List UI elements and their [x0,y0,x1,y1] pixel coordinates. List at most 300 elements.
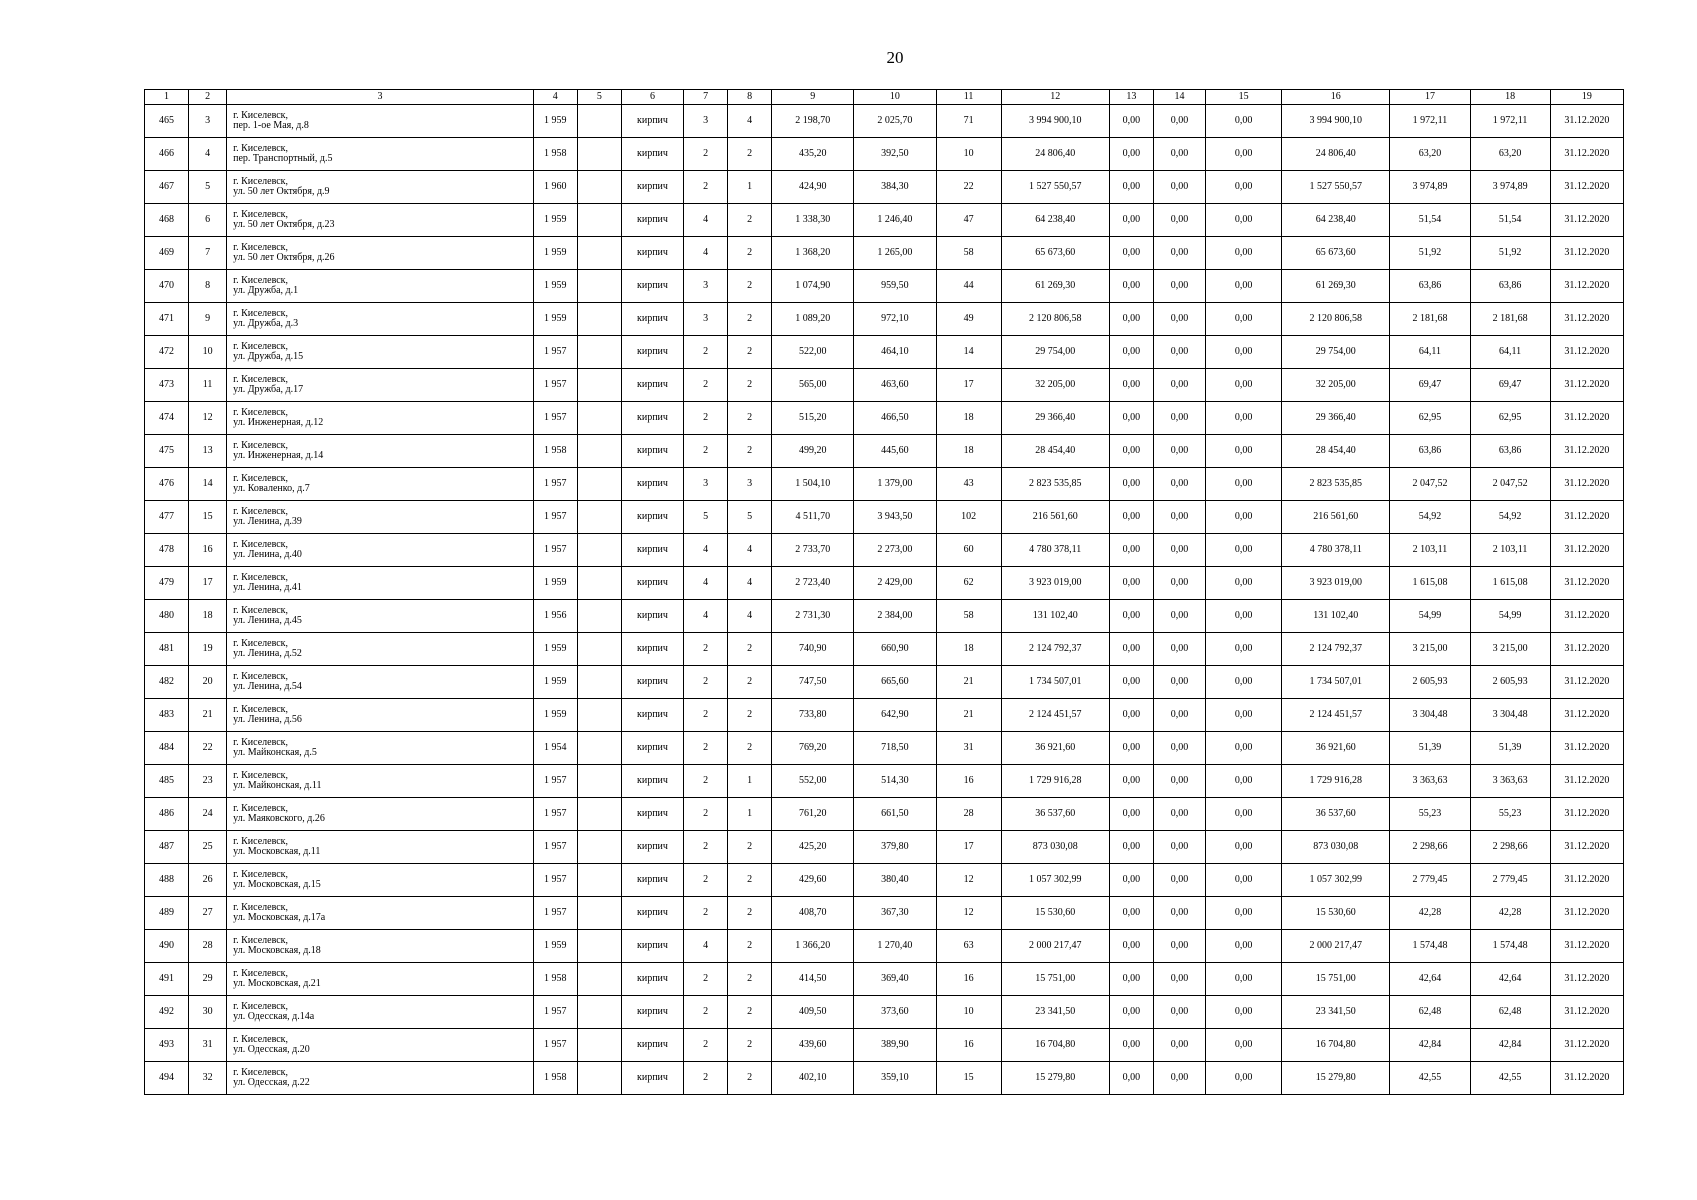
table-cell: 0,00 [1153,534,1205,567]
table-cell: 30 [189,996,227,1029]
table-cell: 0,00 [1153,501,1205,534]
table-cell: 62,95 [1390,402,1470,435]
table-cell: 12 [189,402,227,435]
table-cell: 216 561,60 [1282,501,1390,534]
table-cell: 31.12.2020 [1550,930,1623,963]
table-cell: 476 [145,468,189,501]
table-cell: 0,00 [1153,468,1205,501]
table-cell: 3 [684,303,728,336]
table-cell: 1 956 [533,600,577,633]
table-cell: 4 [684,237,728,270]
table-cell: 483 [145,699,189,732]
table-cell: кирпич [621,402,683,435]
table-cell: 1 959 [533,699,577,732]
table-cell: 1 057 302,99 [1001,864,1109,897]
table-cell: 769,20 [772,732,854,765]
table-cell: 473 [145,369,189,402]
table-cell: 0,00 [1109,534,1153,567]
table-cell: 0,00 [1206,138,1282,171]
table-cell: 31.12.2020 [1550,831,1623,864]
table-cell: 1 615,08 [1390,567,1470,600]
table-cell: 1 074,90 [772,270,854,303]
table-cell: 0,00 [1153,963,1205,996]
table-cell: 0,00 [1206,402,1282,435]
table-cell: 2 [728,402,772,435]
table-cell: 392,50 [854,138,936,171]
address-cell: г. Киселевск, ул. Коваленко, д.7 [227,468,534,501]
table-cell: 0,00 [1109,699,1153,732]
table-cell: 58 [936,600,1001,633]
table-cell [577,534,621,567]
table-cell: 0,00 [1206,633,1282,666]
table-cell: кирпич [621,468,683,501]
column-header: 6 [621,90,683,105]
table-cell [577,732,621,765]
table-cell: 402,10 [772,1062,854,1095]
table-cell: 0,00 [1206,171,1282,204]
table-row [145,171,1624,204]
table-row [145,1062,1624,1095]
table-cell: 0,00 [1109,237,1153,270]
table-cell [577,435,621,468]
table-cell: 31.12.2020 [1550,897,1623,930]
table-cell: 63 [936,930,1001,963]
table-cell: 15 [936,1062,1001,1095]
table-row [145,336,1624,369]
table-cell: 0,00 [1153,171,1205,204]
table-cell: 2 047,52 [1390,468,1470,501]
table-cell: 0,00 [1109,864,1153,897]
table-cell: 55,23 [1390,798,1470,831]
table-cell: кирпич [621,831,683,864]
table-cell: 2 000 217,47 [1001,930,1109,963]
table-cell: 65 673,60 [1001,237,1109,270]
table-cell: 0,00 [1206,336,1282,369]
table-cell: кирпич [621,798,683,831]
table-cell: 1 957 [533,534,577,567]
table-cell: 4 511,70 [772,501,854,534]
table-cell: 24 [189,798,227,831]
table-cell: 2 [684,996,728,1029]
table-cell: 2 124 792,37 [1282,633,1390,666]
table-cell: 4 [728,567,772,600]
table-cell: 31.12.2020 [1550,435,1623,468]
table-cell: 740,90 [772,633,854,666]
table-cell: 31.12.2020 [1550,204,1623,237]
table-cell: 63,20 [1390,138,1470,171]
housing-register-table [144,89,1624,1095]
table-cell: 1 574,48 [1470,930,1550,963]
table-row [145,798,1624,831]
table-cell: 20 [189,666,227,699]
table-cell: 0,00 [1153,1029,1205,1062]
table-cell [577,996,621,1029]
table-cell [577,237,621,270]
address-cell: г. Киселевск, ул. Дружба, д.17 [227,369,534,402]
table-cell: 0,00 [1109,930,1153,963]
table-cell: 3 994 900,10 [1001,105,1109,138]
table-cell: 10 [936,996,1001,1029]
table-cell: 1 958 [533,435,577,468]
table-cell: 0,00 [1109,204,1153,237]
table-cell: 64 238,40 [1282,204,1390,237]
table-cell: 54,92 [1470,501,1550,534]
address-cell: г. Киселевск, ул. Одесская, д.20 [227,1029,534,1062]
column-header: 13 [1109,90,1153,105]
table-cell [577,138,621,171]
table-cell: 2 [728,831,772,864]
table-cell: 0,00 [1109,831,1153,864]
table-cell: 0,00 [1206,501,1282,534]
table-cell: 18 [936,633,1001,666]
table-cell: 373,60 [854,996,936,1029]
table-cell: 2 [728,732,772,765]
table-cell [577,765,621,798]
table-cell: 0,00 [1206,798,1282,831]
table-cell: 2 [684,864,728,897]
address-cell: г. Киселевск, ул. Инженерная, д.14 [227,435,534,468]
table-cell: кирпич [621,633,683,666]
table-cell: 2 [684,831,728,864]
table-cell [577,633,621,666]
table-cell: 414,50 [772,963,854,996]
table-cell: 471 [145,303,189,336]
column-header: 2 [189,90,227,105]
table-cell: 62,48 [1390,996,1470,1029]
table-cell: 0,00 [1206,930,1282,963]
table-cell: кирпич [621,567,683,600]
address-cell: г. Киселевск, ул. Дружба, д.1 [227,270,534,303]
table-cell: 31.12.2020 [1550,765,1623,798]
table-cell: 1 [728,798,772,831]
table-cell [577,666,621,699]
table-cell: 2 [728,930,772,963]
table-cell: 31.12.2020 [1550,798,1623,831]
column-number-header-row [145,90,1624,105]
table-cell: 63,86 [1390,270,1470,303]
table-cell: 2 [684,897,728,930]
table-cell: 42,84 [1390,1029,1470,1062]
table-cell [577,1062,621,1095]
table-cell: 3 943,50 [854,501,936,534]
table-cell: 9 [189,303,227,336]
table-cell: 36 921,60 [1001,732,1109,765]
table-cell: 2 823 535,85 [1001,468,1109,501]
table-cell [577,105,621,138]
table-cell: 0,00 [1109,633,1153,666]
table-cell: 514,30 [854,765,936,798]
table-cell: 1 246,40 [854,204,936,237]
table-cell: кирпич [621,138,683,171]
table-cell: 17 [936,831,1001,864]
table-row [145,204,1624,237]
table-cell: 15 530,60 [1001,897,1109,930]
table-cell: 1 957 [533,831,577,864]
table-cell: 2 298,66 [1390,831,1470,864]
table-cell: кирпич [621,369,683,402]
address-cell: г. Киселевск, ул. Ленина, д.40 [227,534,534,567]
table-cell: 51,54 [1390,204,1470,237]
table-cell: 1 958 [533,1062,577,1095]
table-cell: 478 [145,534,189,567]
table-row [145,138,1624,171]
table-row [145,864,1624,897]
address-cell: г. Киселевск, пер. Транспортный, д.5 [227,138,534,171]
table-cell: 31.12.2020 [1550,501,1623,534]
table-cell: 1 957 [533,468,577,501]
table-cell: 3 974,89 [1470,171,1550,204]
table-cell: 429,60 [772,864,854,897]
table-row [145,699,1624,732]
table-cell: 2 [728,237,772,270]
table-cell: 0,00 [1153,237,1205,270]
table-cell: 63,86 [1390,435,1470,468]
table-cell: 31.12.2020 [1550,996,1623,1029]
table-cell: 0,00 [1153,600,1205,633]
table-cell: 69,47 [1390,369,1470,402]
table-cell: 0,00 [1206,765,1282,798]
table-cell: 1 [728,765,772,798]
table-cell: 2 [728,1029,772,1062]
table-cell: 0,00 [1109,270,1153,303]
table-cell: 484 [145,732,189,765]
table-cell: 499,20 [772,435,854,468]
table-cell: 0,00 [1109,666,1153,699]
table-cell: 102 [936,501,1001,534]
table-cell: 0,00 [1153,897,1205,930]
table-cell: 29 [189,963,227,996]
table-cell: 2 [728,666,772,699]
table-cell: 0,00 [1206,204,1282,237]
table-cell: 29 754,00 [1001,336,1109,369]
table-cell: кирпич [621,930,683,963]
table-cell: 2 [728,369,772,402]
table-cell [577,171,621,204]
table-cell: 468 [145,204,189,237]
table-cell: 463,60 [854,369,936,402]
table-cell: 2 298,66 [1470,831,1550,864]
table-cell: 4 [684,534,728,567]
table-cell: 36 537,60 [1282,798,1390,831]
table-cell: кирпич [621,1029,683,1062]
column-header: 14 [1153,90,1205,105]
table-cell: 22 [189,732,227,765]
table-cell: 4 [728,600,772,633]
table-cell: 6 [189,204,227,237]
table-cell: 2 [684,666,728,699]
table-cell: кирпич [621,765,683,798]
table-cell: 1 954 [533,732,577,765]
table-cell: 49 [936,303,1001,336]
table-cell: 2 429,00 [854,567,936,600]
table-cell: 0,00 [1206,831,1282,864]
table-cell: 4 [684,930,728,963]
table-cell: 0,00 [1153,765,1205,798]
table-cell: 1 338,30 [772,204,854,237]
table-cell: 4 780 378,11 [1001,534,1109,567]
table-cell: 31.12.2020 [1550,336,1623,369]
table-cell: 8 [189,270,227,303]
table-cell: 23 341,50 [1282,996,1390,1029]
table-cell: 29 366,40 [1001,402,1109,435]
table-cell: 0,00 [1153,402,1205,435]
table-cell: 12 [936,897,1001,930]
table-cell: 31.12.2020 [1550,105,1623,138]
table-cell: 1 366,20 [772,930,854,963]
table-cell: 51,39 [1390,732,1470,765]
table-cell: 61 269,30 [1001,270,1109,303]
table-cell: 64 238,40 [1001,204,1109,237]
table-cell [577,270,621,303]
table-cell: 43 [936,468,1001,501]
address-cell: г. Киселевск, ул. Ленина, д.41 [227,567,534,600]
table-cell: 32 [189,1062,227,1095]
table-cell: 409,50 [772,996,854,1029]
column-header: 16 [1282,90,1390,105]
table-cell [577,303,621,336]
table-cell: 62,48 [1470,996,1550,1029]
table-cell: 379,80 [854,831,936,864]
table-cell: 3 215,00 [1390,633,1470,666]
table-cell: 15 279,80 [1282,1062,1390,1095]
table-cell: 69,47 [1470,369,1550,402]
table-cell: 51,39 [1470,732,1550,765]
table-cell: 2 198,70 [772,105,854,138]
address-cell: г. Киселевск, ул. Майконская, д.5 [227,732,534,765]
table-cell: 16 [936,963,1001,996]
table-row [145,930,1624,963]
table-row [145,303,1624,336]
table-cell: 2 [728,996,772,1029]
column-header: 4 [533,90,577,105]
table-cell: 445,60 [854,435,936,468]
table-row [145,402,1624,435]
table-cell [577,468,621,501]
table-cell [577,798,621,831]
table-cell: 32 205,00 [1001,369,1109,402]
table-cell: 21 [189,699,227,732]
table-cell: 1 958 [533,138,577,171]
address-cell: г. Киселевск, ул. Инженерная, д.12 [227,402,534,435]
table-cell: 4 [684,567,728,600]
table-cell: 2 124 792,37 [1001,633,1109,666]
table-cell: 1 574,48 [1390,930,1470,963]
address-cell: г. Киселевск, ул. Ленина, д.39 [227,501,534,534]
table-cell: 0,00 [1206,1062,1282,1095]
address-cell: г. Киселевск, ул. Дружба, д.3 [227,303,534,336]
table-cell: кирпич [621,666,683,699]
table-cell: 2 [684,765,728,798]
table-cell: 2 605,93 [1470,666,1550,699]
table-cell: 972,10 [854,303,936,336]
table-cell: 31.12.2020 [1550,270,1623,303]
table-row [145,831,1624,864]
table-cell: 31.12.2020 [1550,369,1623,402]
table-cell: 2 [684,798,728,831]
table-cell: 0,00 [1206,435,1282,468]
table-cell: 408,70 [772,897,854,930]
table-cell: 2 [684,633,728,666]
table-cell: 1 734 507,01 [1001,666,1109,699]
table-cell: 31.12.2020 [1550,864,1623,897]
table-cell: 51,92 [1390,237,1470,270]
table-cell: 28 454,40 [1282,435,1390,468]
table-cell: 0,00 [1153,864,1205,897]
table-cell: 2 047,52 [1470,468,1550,501]
table-cell: 1 729 916,28 [1001,765,1109,798]
table-cell: 7 [189,237,227,270]
address-cell: г. Киселевск, ул. Дружба, д.15 [227,336,534,369]
table-cell: 3 [189,105,227,138]
address-cell: г. Киселевск, ул. Московская, д.21 [227,963,534,996]
table-cell: 11 [189,369,227,402]
table-cell: 2 000 217,47 [1282,930,1390,963]
table-cell: 24 806,40 [1282,138,1390,171]
table-cell: 42,64 [1390,963,1470,996]
table-cell: 0,00 [1153,666,1205,699]
table-cell: 3 994 900,10 [1282,105,1390,138]
table-cell: 1 957 [533,1029,577,1062]
table-cell: 380,40 [854,864,936,897]
table-cell: 660,90 [854,633,936,666]
table-cell: кирпич [621,237,683,270]
table-cell: 61 269,30 [1282,270,1390,303]
table-cell: 65 673,60 [1282,237,1390,270]
table-cell: 0,00 [1153,831,1205,864]
table-cell: 31.12.2020 [1550,534,1623,567]
table-cell: 2 823 535,85 [1282,468,1390,501]
table-cell: кирпич [621,1062,683,1095]
table-cell: 23 341,50 [1001,996,1109,1029]
table-cell [577,864,621,897]
table-cell: 464,10 [854,336,936,369]
table-cell: 28 454,40 [1001,435,1109,468]
table-cell: 0,00 [1153,633,1205,666]
table-cell: 486 [145,798,189,831]
table-cell: 435,20 [772,138,854,171]
table-cell: 31.12.2020 [1550,402,1623,435]
table-cell: 0,00 [1153,303,1205,336]
table-cell: 2 [728,303,772,336]
table-row [145,765,1624,798]
table-cell: 42,55 [1470,1062,1550,1095]
table-cell: 2 [684,732,728,765]
column-header: 8 [728,90,772,105]
table-cell: 31.12.2020 [1550,171,1623,204]
table-cell: 439,60 [772,1029,854,1062]
address-cell: г. Киселевск, пер. 1-ое Мая, д.8 [227,105,534,138]
table-cell: 489 [145,897,189,930]
table-cell: 2 181,68 [1470,303,1550,336]
table-cell: 60 [936,534,1001,567]
table-cell: 64,11 [1470,336,1550,369]
page-number: 20 [886,48,904,67]
table-row [145,534,1624,567]
table-cell [577,567,621,600]
table-row [145,732,1624,765]
table-cell: 31 [936,732,1001,765]
table-cell: 0,00 [1109,105,1153,138]
table-cell: 31.12.2020 [1550,699,1623,732]
table-cell: 515,20 [772,402,854,435]
table-cell: 131 102,40 [1282,600,1390,633]
table-cell: 2 723,40 [772,567,854,600]
table-cell: 28 [189,930,227,963]
table-cell: 0,00 [1153,699,1205,732]
column-header: 10 [854,90,936,105]
table-cell: 480 [145,600,189,633]
table-cell: 29 366,40 [1282,402,1390,435]
